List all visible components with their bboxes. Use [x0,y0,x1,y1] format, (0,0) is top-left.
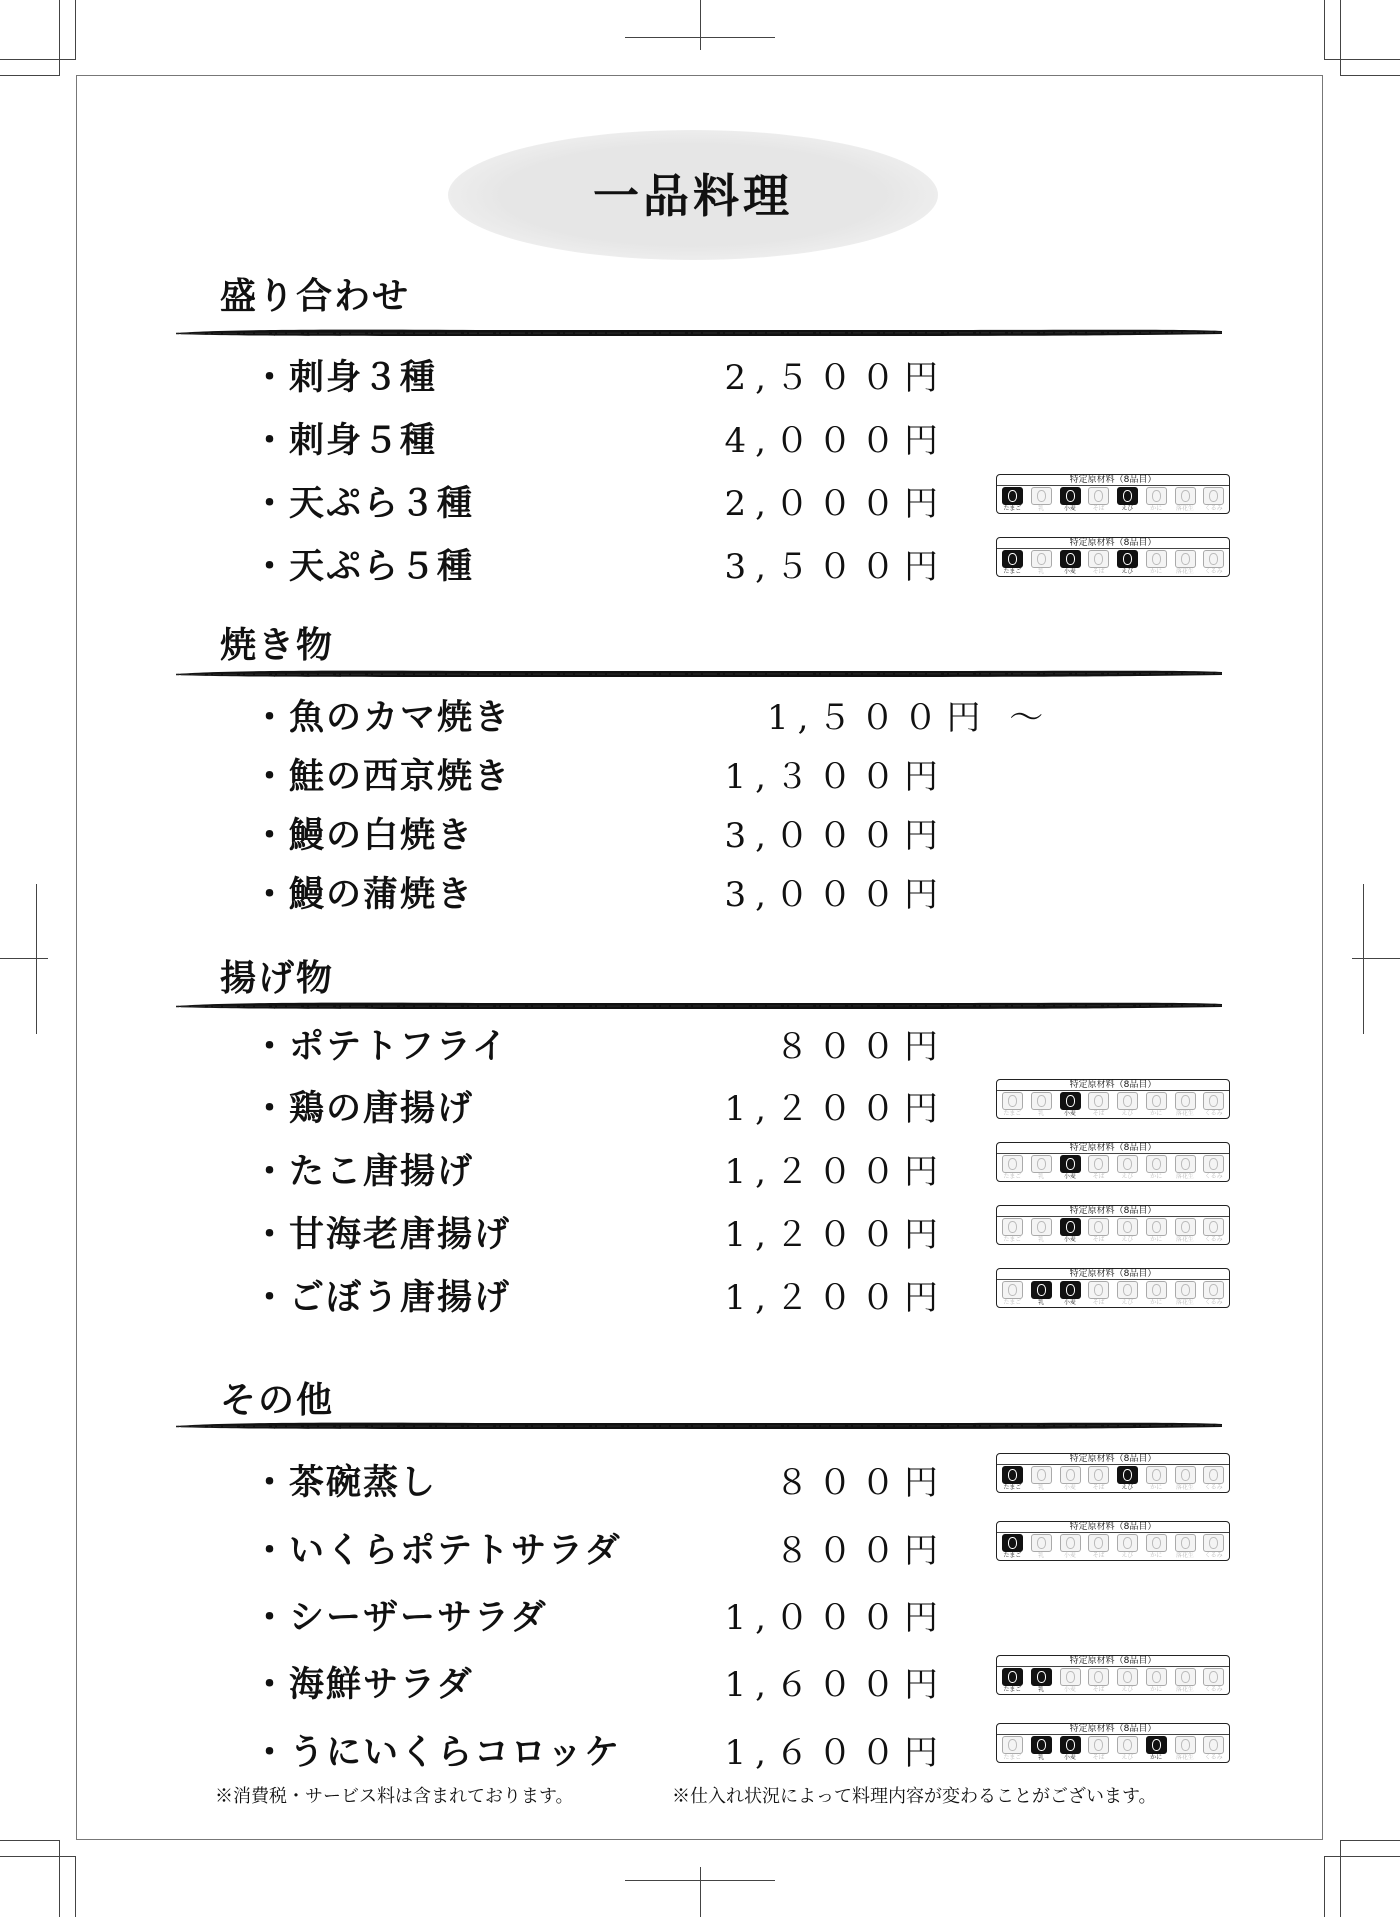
allergen-label: えび [1121,1484,1134,1491]
item-price: 4,０００円 [724,421,947,461]
allergen-header: 特定原材料（8品目） [997,538,1229,549]
allergen-label: くるみ [1204,1299,1223,1306]
allergen-label: たまご [1003,505,1022,512]
allergen-header: 特定原材料（8品目） [997,1656,1229,1667]
allergen-label: そば [1092,1299,1105,1306]
allergen-icon [1000,550,1025,575]
allergen-label: 乳 [1038,1552,1045,1559]
allergen-label: 小麦 [1063,1686,1076,1693]
allergen-label: 乳 [1038,568,1045,575]
menu-item [252,1143,1252,1192]
allergen-label: えび [1121,1686,1134,1693]
allergen-icon [1029,1218,1054,1243]
item-name: ・いくらポテトサラダ [252,1530,622,1571]
allergen-label: 小麦 [1063,568,1076,575]
allergen-label: たまご [1003,1754,1022,1761]
section-title: 焼き物 [220,624,335,666]
allergen-icon [1201,1668,1226,1693]
allergen-icon [1000,487,1025,512]
allergen-icon [1201,487,1226,512]
allergen-icon [1058,1736,1083,1761]
allergen-label: たまご [1003,1686,1022,1693]
allergen-label: かに [1150,1236,1163,1243]
allergen-icon [1086,1218,1111,1243]
allergen-icon [1086,1736,1111,1761]
allergen-label: くるみ [1204,1110,1223,1117]
allergen-label: 小麦 [1063,505,1076,512]
item-name: ・たこ唐揚げ [252,1151,475,1192]
section-title: その他 [220,1379,335,1421]
allergen-chart [996,1723,1230,1763]
allergen-icon [1173,1668,1198,1693]
section-title: 盛り合わせ [220,275,411,317]
allergen-label: 乳 [1038,1484,1045,1491]
item-price: 1,２００円 [724,1152,947,1192]
allergen-icon [1115,1281,1140,1306]
allergen-header: 特定原材料（8品目） [997,1080,1229,1091]
allergen-label: えび [1121,568,1134,575]
item-price: 1,６００円 [724,1665,947,1705]
allergen-icon [1173,1092,1198,1117]
allergen-chart [996,1521,1230,1561]
allergen-label: えび [1121,1299,1134,1306]
item-name: ・鰻の蒲焼き [252,874,475,915]
allergen-label: 落花生 [1175,1110,1194,1117]
allergen-icon [1000,1668,1025,1693]
allergen-icon [1086,550,1111,575]
allergen-icon [1115,550,1140,575]
allergen-icon [1144,1668,1169,1693]
allergen-label: たまご [1003,568,1022,575]
allergen-label: 乳 [1038,505,1045,512]
allergen-label: 小麦 [1063,1236,1076,1243]
allergen-label: 小麦 [1063,1754,1076,1761]
allergen-label: 落花生 [1175,1552,1194,1559]
allergen-label: 落花生 [1175,1236,1194,1243]
allergen-label: えび [1121,1110,1134,1117]
allergen-label: そば [1092,1754,1105,1761]
item-price: 2,０００円 [724,484,947,524]
allergen-label: かに [1150,1173,1163,1180]
menu-item [252,1269,1252,1318]
allergen-icon [1000,1466,1025,1491]
allergen-icon [1058,487,1083,512]
item-price: ８００円 [775,1463,947,1503]
allergen-icon [1029,487,1054,512]
allergen-icon [1029,1466,1054,1491]
allergen-icon [1058,1218,1083,1243]
allergen-icon [1201,1155,1226,1180]
allergen-icon [1173,1534,1198,1559]
allergen-label: 落花生 [1175,1754,1194,1761]
menu-item [252,1019,1252,1067]
allergen-icon [1115,487,1140,512]
item-name: ・魚のカマ焼き [252,697,512,738]
menu-item [252,413,1252,461]
item-name: ・ポテトフライ [252,1026,509,1067]
allergen-icon [1000,1092,1025,1117]
allergen-label: えび [1121,1552,1134,1559]
allergen-header: 特定原材料（8品目） [997,1269,1229,1280]
allergen-icon [1029,550,1054,575]
allergen-chart [996,1268,1230,1308]
allergen-icon [1173,487,1198,512]
footnote-tax: ※消費税・サービス料は含まれております。 [215,1786,574,1807]
item-price: ８００円 [775,1027,947,1067]
allergen-label: えび [1121,505,1134,512]
menu-item [252,1522,1252,1571]
allergen-icon [1173,1155,1198,1180]
item-price: 1,２００円 [724,1089,947,1129]
item-name: ・刺身３種 [252,357,438,398]
item-price: 1,３００円 [724,757,947,797]
footnote-stock: ※仕入れ状況によって料理内容が変わることがございます。 [672,1786,1157,1807]
allergen-label: 小麦 [1063,1173,1076,1180]
allergen-icon [1144,550,1169,575]
allergen-label: そば [1092,568,1105,575]
section-divider [176,997,1222,1009]
allergen-icon [1115,1668,1140,1693]
allergen-icon [1086,1092,1111,1117]
allergen-label: 落花生 [1175,568,1194,575]
allergen-icon [1058,1155,1083,1180]
allergen-header: 特定原材料（8品目） [997,1454,1229,1465]
allergen-icon [1201,1736,1226,1761]
allergen-icon [1029,1534,1054,1559]
item-name: ・天ぷら５種 [252,546,475,587]
allergen-label: 小麦 [1063,1552,1076,1559]
item-name: ・ごぼう唐揚げ [252,1277,512,1318]
allergen-icon [1000,1218,1025,1243]
allergen-label: 乳 [1038,1173,1045,1180]
allergen-label: 落花生 [1175,1484,1194,1491]
allergen-icon [1115,1218,1140,1243]
allergen-header: 特定原材料（8品目） [997,1522,1229,1533]
allergen-icon [1115,1534,1140,1559]
allergen-icon [1201,1218,1226,1243]
allergen-icon [1173,1466,1198,1491]
allergen-label: そば [1092,1173,1105,1180]
allergen-label: 落花生 [1175,1686,1194,1693]
allergen-icon [1144,1466,1169,1491]
allergen-label: くるみ [1204,1484,1223,1491]
allergen-icon [1173,1281,1198,1306]
allergen-icon [1000,1155,1025,1180]
allergen-label: くるみ [1204,1686,1223,1693]
allergen-icon [1201,1466,1226,1491]
allergen-chart [996,1142,1230,1182]
title-banner [448,130,938,260]
menu-item [252,475,1252,524]
allergen-chart [996,537,1230,577]
allergen-label: そば [1092,1484,1105,1491]
allergen-icon [1201,550,1226,575]
allergen-label: 乳 [1038,1299,1045,1306]
allergen-header: 特定原材料（8品目） [997,1724,1229,1735]
allergen-label: そば [1092,1236,1105,1243]
allergen-icon [1058,1092,1083,1117]
item-name: ・鮭の西京焼き [252,756,512,797]
allergen-icon [1000,1534,1025,1559]
item-price: 1,２００円 [724,1278,947,1318]
allergen-label: かに [1150,1110,1163,1117]
allergen-label: たまご [1003,1110,1022,1117]
allergen-icon [1000,1736,1025,1761]
menu-item [252,808,1252,856]
allergen-icon [1086,487,1111,512]
allergen-chart [996,1453,1230,1493]
allergen-icon [1144,487,1169,512]
allergen-icon [1201,1534,1226,1559]
section-divider [176,1417,1222,1429]
allergen-icon [1058,1668,1083,1693]
allergen-label: 小麦 [1063,1299,1076,1306]
allergen-icon [1029,1668,1054,1693]
item-name: ・鰻の白焼き [252,815,475,856]
item-name: ・甘海老唐揚げ [252,1214,512,1255]
item-price: 1,６００円 [724,1733,947,1773]
allergen-label: たまご [1003,1236,1022,1243]
allergen-icon [1115,1092,1140,1117]
allergen-label: 小麦 [1063,1110,1076,1117]
allergen-icon [1173,1736,1198,1761]
allergen-chart [996,1205,1230,1245]
allergen-label: くるみ [1204,1754,1223,1761]
allergen-icon [1115,1736,1140,1761]
menu-item [252,1206,1252,1255]
item-price: ８００円 [775,1531,947,1571]
allergen-label: くるみ [1204,505,1223,512]
allergen-label: たまご [1003,1173,1022,1180]
section-title: 揚げ物 [220,957,335,999]
section-divider [176,665,1222,677]
allergen-header: 特定原材料（8品目） [997,1206,1229,1217]
allergen-label: 乳 [1038,1686,1045,1693]
allergen-label: 落花生 [1175,1299,1194,1306]
item-name: ・シーザーサラダ [252,1597,548,1638]
item-price: 2,５００円 [724,358,947,398]
menu-item [252,690,1252,738]
allergen-label: くるみ [1204,1173,1223,1180]
item-price: 1,２００円 [724,1215,947,1255]
allergen-chart [996,474,1230,514]
allergen-icon [1086,1155,1111,1180]
menu-item [252,749,1252,797]
allergen-icon [1144,1534,1169,1559]
allergen-chart [996,1655,1230,1695]
item-name: ・刺身５種 [252,420,438,461]
allergen-icon [1029,1155,1054,1180]
allergen-icon [1058,1466,1083,1491]
allergen-label: くるみ [1204,568,1223,575]
allergen-icon [1058,550,1083,575]
allergen-chart [996,1079,1230,1119]
allergen-label: かに [1150,1552,1163,1559]
allergen-icon [1173,1218,1198,1243]
menu-item [252,350,1252,398]
allergen-label: そば [1092,505,1105,512]
allergen-icon [1029,1736,1054,1761]
allergen-icon [1115,1466,1140,1491]
allergen-label: かに [1150,1484,1163,1491]
allergen-icon [1029,1092,1054,1117]
item-name: ・天ぷら３種 [252,483,475,524]
allergen-icon [1086,1466,1111,1491]
allergen-label: 乳 [1038,1754,1045,1761]
allergen-label: えび [1121,1173,1134,1180]
allergen-label: そば [1092,1110,1105,1117]
allergen-label: かに [1150,505,1163,512]
allergen-label: かに [1150,1686,1163,1693]
allergen-label: たまご [1003,1299,1022,1306]
allergen-label: かに [1150,1299,1163,1306]
allergen-label: 乳 [1038,1236,1045,1243]
allergen-icon [1029,1281,1054,1306]
allergen-label: くるみ [1204,1552,1223,1559]
menu-item [252,1656,1252,1705]
item-name: ・茶碗蒸し [252,1462,438,1503]
allergen-icon [1058,1534,1083,1559]
item-price: 3,０００円 [724,875,947,915]
allergen-icon [1173,550,1198,575]
allergen-label: くるみ [1204,1236,1223,1243]
allergen-icon [1144,1218,1169,1243]
allergen-label: そば [1092,1686,1105,1693]
menu-item [252,1080,1252,1129]
menu-item [252,1590,1252,1638]
allergen-icon [1086,1668,1111,1693]
menu-item [252,1454,1252,1503]
allergen-icon [1144,1092,1169,1117]
allergen-icon [1201,1092,1226,1117]
menu-item [252,867,1252,915]
allergen-label: かに [1150,568,1163,575]
allergen-icon [1000,1281,1025,1306]
item-price: 1,５００円 ～ [767,698,1053,738]
item-price: 1,０００円 [724,1598,947,1638]
menu-item [252,538,1252,587]
allergen-label: 小麦 [1063,1484,1076,1491]
allergen-icon [1086,1281,1111,1306]
section-divider [176,324,1222,336]
allergen-icon [1144,1736,1169,1761]
item-name: ・鶏の唐揚げ [252,1088,475,1129]
allergen-icon [1058,1281,1083,1306]
item-name: ・うにいくらコロッケ [252,1732,622,1773]
allergen-icon [1201,1281,1226,1306]
allergen-header: 特定原材料（8品目） [997,475,1229,486]
allergen-label: えび [1121,1236,1134,1243]
allergen-label: 落花生 [1175,505,1194,512]
allergen-label: かに [1150,1754,1163,1761]
allergen-header: 特定原材料（8品目） [997,1143,1229,1154]
menu-item [252,1724,1252,1773]
page-title: 一品料理 [593,169,793,223]
allergen-icon [1086,1534,1111,1559]
allergen-icon [1144,1281,1169,1306]
allergen-label: 落花生 [1175,1173,1194,1180]
allergen-label: たまご [1003,1484,1022,1491]
allergen-label: そば [1092,1552,1105,1559]
item-price: 3,５００円 [724,547,947,587]
item-name: ・海鮮サラダ [252,1664,474,1705]
allergen-label: たまご [1003,1552,1022,1559]
allergen-icon [1115,1155,1140,1180]
item-price: 3,０００円 [724,816,947,856]
allergen-icon [1144,1155,1169,1180]
allergen-label: 乳 [1038,1110,1045,1117]
allergen-label: えび [1121,1754,1134,1761]
